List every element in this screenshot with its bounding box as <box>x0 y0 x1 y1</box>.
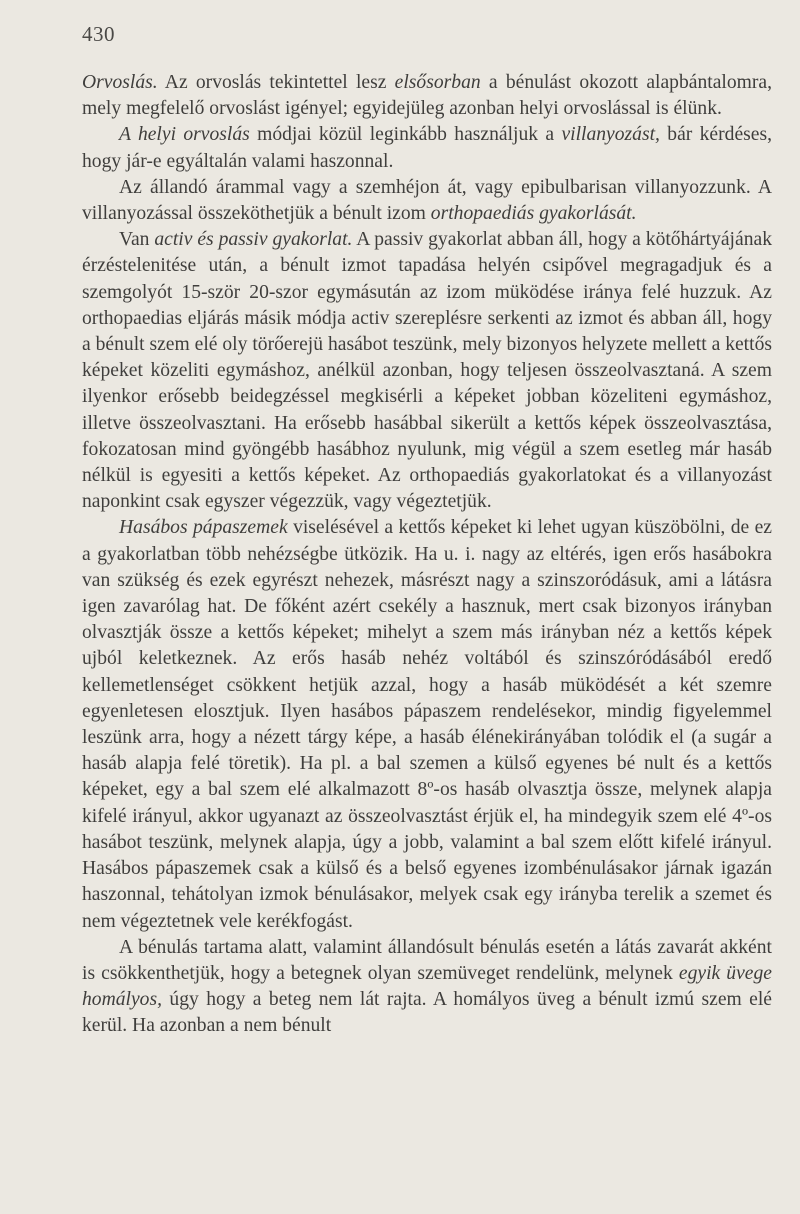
paragraph-activ-passiv <box>82 227 772 515</box>
text-run: úgy hogy a beteg nem lát rajta. A homályos üveg a bénult izmú szem elé kerül. Ha azonban a nem bénult <box>82 989 772 1037</box>
text-run: viselésével a kettős képeket ki lehet ugyan küszöbölni, de ez a gyakorlatban több nehézségbe ütközik. Ha u. i. nagy az eltérés, igen erős hasábokra van szükség és ezek egyrészt nehezek, másrészt nagy a szinszoródásuk, ami a látásra igen zavarólag hat. De főként azért csekély a hasznuk, mert csak bizonyos irányban olvasztják össze a kettős képeket; mihelyt a szem más irányban néz a kettős képek ujból keletkeznek. Az erős hasáb nehéz voltából és szinszóródásából eredő kellemetlenséget csökkent hetjük azzal, hogy a hasáb müködését a két szemre egyenletesen elosztjuk. Ilyen hasábos pápaszem rendelésekor, mindig figyelemmel leszünk arra, hogy a nézett tárgy képe, a hasáb élénekirányában tolódik el (a sugár a hasáb alapja felé töretik). Ha pl. a bal szemen a külső egyenes bé nult és a kettős képeket, egy a bal szem elé alkalmazott 8º-os hasáb olvasztja össze, melynek alapja kifelé irányul, akkor ugyanazt az összeolvasztást érjük el, ha mindegyik szem elé 4º-os hasábot teszünk, melynek alapja, úgy a jobb, valamint a bal szem előtt kifelé irányul. Hasábos pápaszemek csak a külső és a belső egyenes izombénulásakor járnak igazán haszonnal, tehátolyan izmok bénulásakor, melyek csak egy irányba terelik a szemet és nem végeztetnek vele kerékfogást. <box>82 517 772 932</box>
paragraph-allando-aram <box>82 175 772 227</box>
text-run: A passiv gyakorlat abban áll, hogy a kötőhártyájának érzéstelenitése után, a bénult izmot tapadása helyén csipővel megragadjuk és a szemgolyót 15-ször 20-szor egymásután az izom müködése iránya felé huzzuk. Az orthopaedias eljárás másik módja activ szereplésre serkenti az izmot és abban áll, hogy a bénult szem elé oly törőerejü hasábot teszünk, mely bizonyos helyzete mellett a kettős képeket közeliti egymáshoz, anélkül azonban, hogy teljesen összeolvasztaná. A szem ilyenkor erősebb beidegzéssel megkisérli a képeket jobban közeliteni egymáshoz, illetve összeolvasztani. Ha erősebb hasábbal sikerült a kettős képek összeolvasztása, fokozatosan mind gyöngébb hasábhoz nyulunk, mig végül a szem esetleg már hasáb nélkül is egyesiti a kettős képeket. Az orthopaediás gyakorlatokat és a villanyozást naponkint csak egyszer végezzük, vagy végeztetjük. <box>82 229 772 513</box>
italic-run: Orvoslás. <box>82 72 158 93</box>
italic-run: orthopaediás gyakorlását. <box>430 203 637 225</box>
page-number: 430 <box>82 22 115 46</box>
paragraph-helyi-orvoslas <box>82 122 772 174</box>
text-run: A bénulás tartama alatt, valamint állandósult bénulás esetén a látás zavarát akként is csökkenthetjük, hogy a betegnek olyan szemüveget rendelünk, melynek <box>82 936 772 984</box>
text-run: a bénulást okozott alapbántalomra, mely megfelelő orvoslást igényel; egyidejüleg azonban helyi orvoslással is élünk. <box>82 72 773 120</box>
text-run: Az állandó árammal vagy a szemhéjon át, vagy epibulbarisan villanyozzunk. A villanyozással összeköthetjük a bénult izom <box>82 176 772 225</box>
body-text <box>82 70 772 1040</box>
italic-run: villanyozást, <box>561 124 660 146</box>
text-run: bár kérdéses, hogy jár-e egyáltalán valami haszonnal. <box>82 124 772 172</box>
text-run: Az orvoslás tekintettel lesz <box>157 72 395 93</box>
italic-run: egyik üvege homályos, <box>82 962 772 1011</box>
italic-run: elsősorban <box>394 72 481 93</box>
paragraph-orvoslas <box>82 70 772 122</box>
italic-run: Hasábos pápaszemek <box>119 517 288 539</box>
italic-run: A helyi orvoslás <box>119 124 250 146</box>
italic-run: activ és passiv gyakorlat. <box>154 229 353 251</box>
paragraph-homalyos-uveg <box>82 935 772 1040</box>
text-run: módjai közül leginkább használjuk a <box>249 124 562 146</box>
paragraph-hasabos-papaszemek <box>82 515 772 934</box>
text-run: Van <box>119 229 155 251</box>
